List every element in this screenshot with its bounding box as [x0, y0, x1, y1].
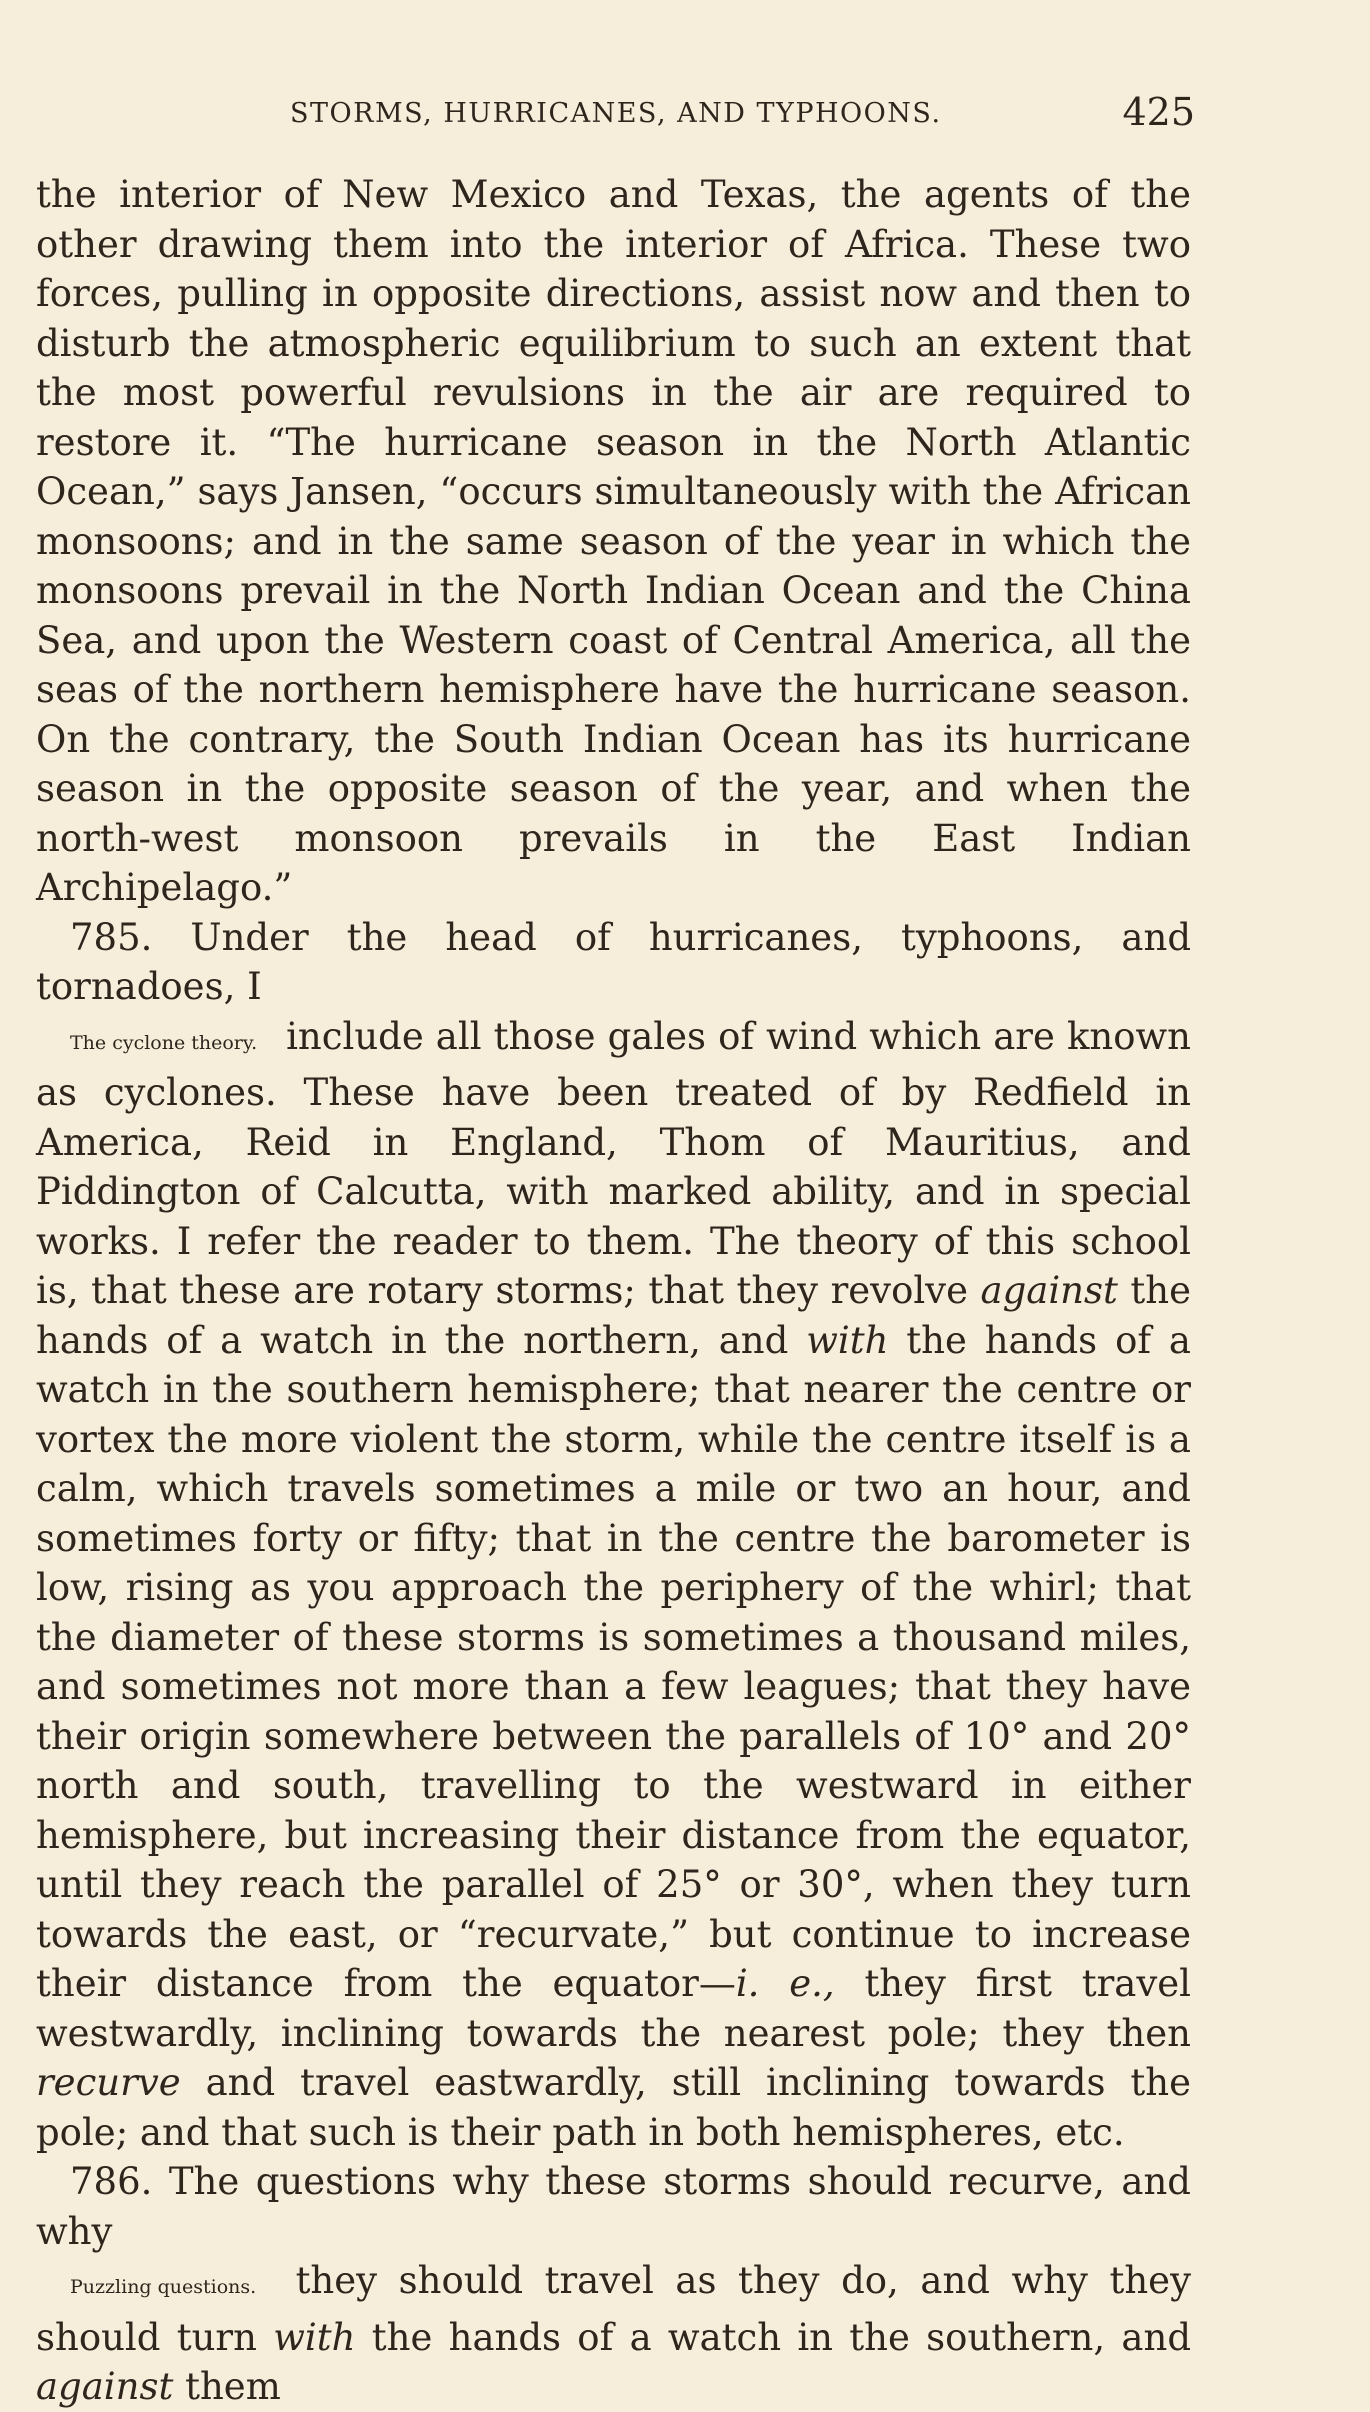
emphasis-with: with: [806, 1318, 889, 1362]
page-header: [290, 90, 1195, 140]
emphasis-against-2: against: [36, 2365, 174, 2408]
emphasis-against: against: [980, 1269, 1118, 1312]
running-title: STORMS, HURRICANES, AND TYPHOONS.: [290, 98, 942, 129]
paragraph-786-opening: 786. The questions why these storms should recurve, and why: [36, 2160, 1191, 2253]
paragraph-785-text-c: the hands of a watch in the southern hemisphere; that nearer the centre or vortex the more violent the storm, while the centre itself is a calm, which travels sometimes a mile or two an hour, and sometimes forty or fifty; that in the centre the barometer is low, rising as you approach the periphery of the whirl; that the diameter of these storms is sometimes a thousand miles, and sometimes not more than a few leagues; that they have their origin somewhere between the parallels of 10° and 20° north and south, travelling to the westward in either hemisphere, but increasing their distance from the equator, until they reach the parallel of 25° or 30°, when they turn towards the east, or “recurvate,” but continue to increase their distance from the equator—: [36, 1318, 1191, 2005]
body-text: [36, 170, 1191, 2412]
paragraph-785: [36, 913, 1191, 2158]
emphasis-with-2: with: [273, 2315, 356, 2359]
side-note-puzzling-questions: Puzzling questions.: [70, 2276, 257, 2298]
paragraph-786-text-a: they should travel as they do, and why they should turn: [36, 2259, 1191, 2359]
paragraph-785-text-b: the hands of a watch in the northern, and: [36, 1269, 1192, 1362]
emphasis-ie: i. e.,: [735, 1962, 835, 2005]
paragraph-785-text-e: and travel eastwardly, still inclining towards the pole; and that such is their path in both hemispheres, etc.: [36, 2061, 1191, 2154]
paragraph-785-opening: 785. Under the head of hurricanes, typhoons, and tornadoes, I: [36, 915, 1191, 1008]
paragraph-785-text-a: include all those gales of wind which are known as cyclones. These have been treated of by Redfield in America, Reid in England, Thom of Mauritius, and Piddington of Calcutta, with marked ability, and in special works. I refer the reader to them. The theory of this school is, that these are rotary storms; that they revolve: [36, 1014, 1191, 1312]
paragraph-786: [36, 2157, 1191, 2412]
paragraph-continuation: the interior of New Mexico and Texas, the agents of the other drawing them into the interior of Africa. These two forces, pulling in opposite directions, assist now and then to disturb the atmospheric equilibrium to such an extent that the most powerful revulsions in the air are required to restore it. “The hurricane season in the North Atlantic Ocean,” says Jansen, “occurs simultaneously with the African monsoons; and in the same season of the year in which the monsoons prevail in the North Indian Ocean and the China Sea, and upon the Western coast of Central America, all the seas of the northern hemisphere have the hurricane season. On the contrary, the South Indian Ocean has its hurricane season in the opposite season of the year, and when the north-west monsoon prevails in the East Indian Archipelago.”: [36, 173, 1191, 909]
emphasis-recurve: recurve: [36, 2061, 181, 2104]
side-note-cyclone-theory: The cyclone theory.: [70, 1031, 258, 1054]
paragraph-786-text-c: them: [185, 2365, 281, 2408]
paragraph-786-text-b: the hands of a watch in the southern, and: [371, 2315, 1192, 2359]
paragraph-785-text-d: they first travel westwardly, inclining towards the nearest pole; they then: [36, 1962, 1191, 2055]
page-number: 425: [1122, 90, 1195, 134]
